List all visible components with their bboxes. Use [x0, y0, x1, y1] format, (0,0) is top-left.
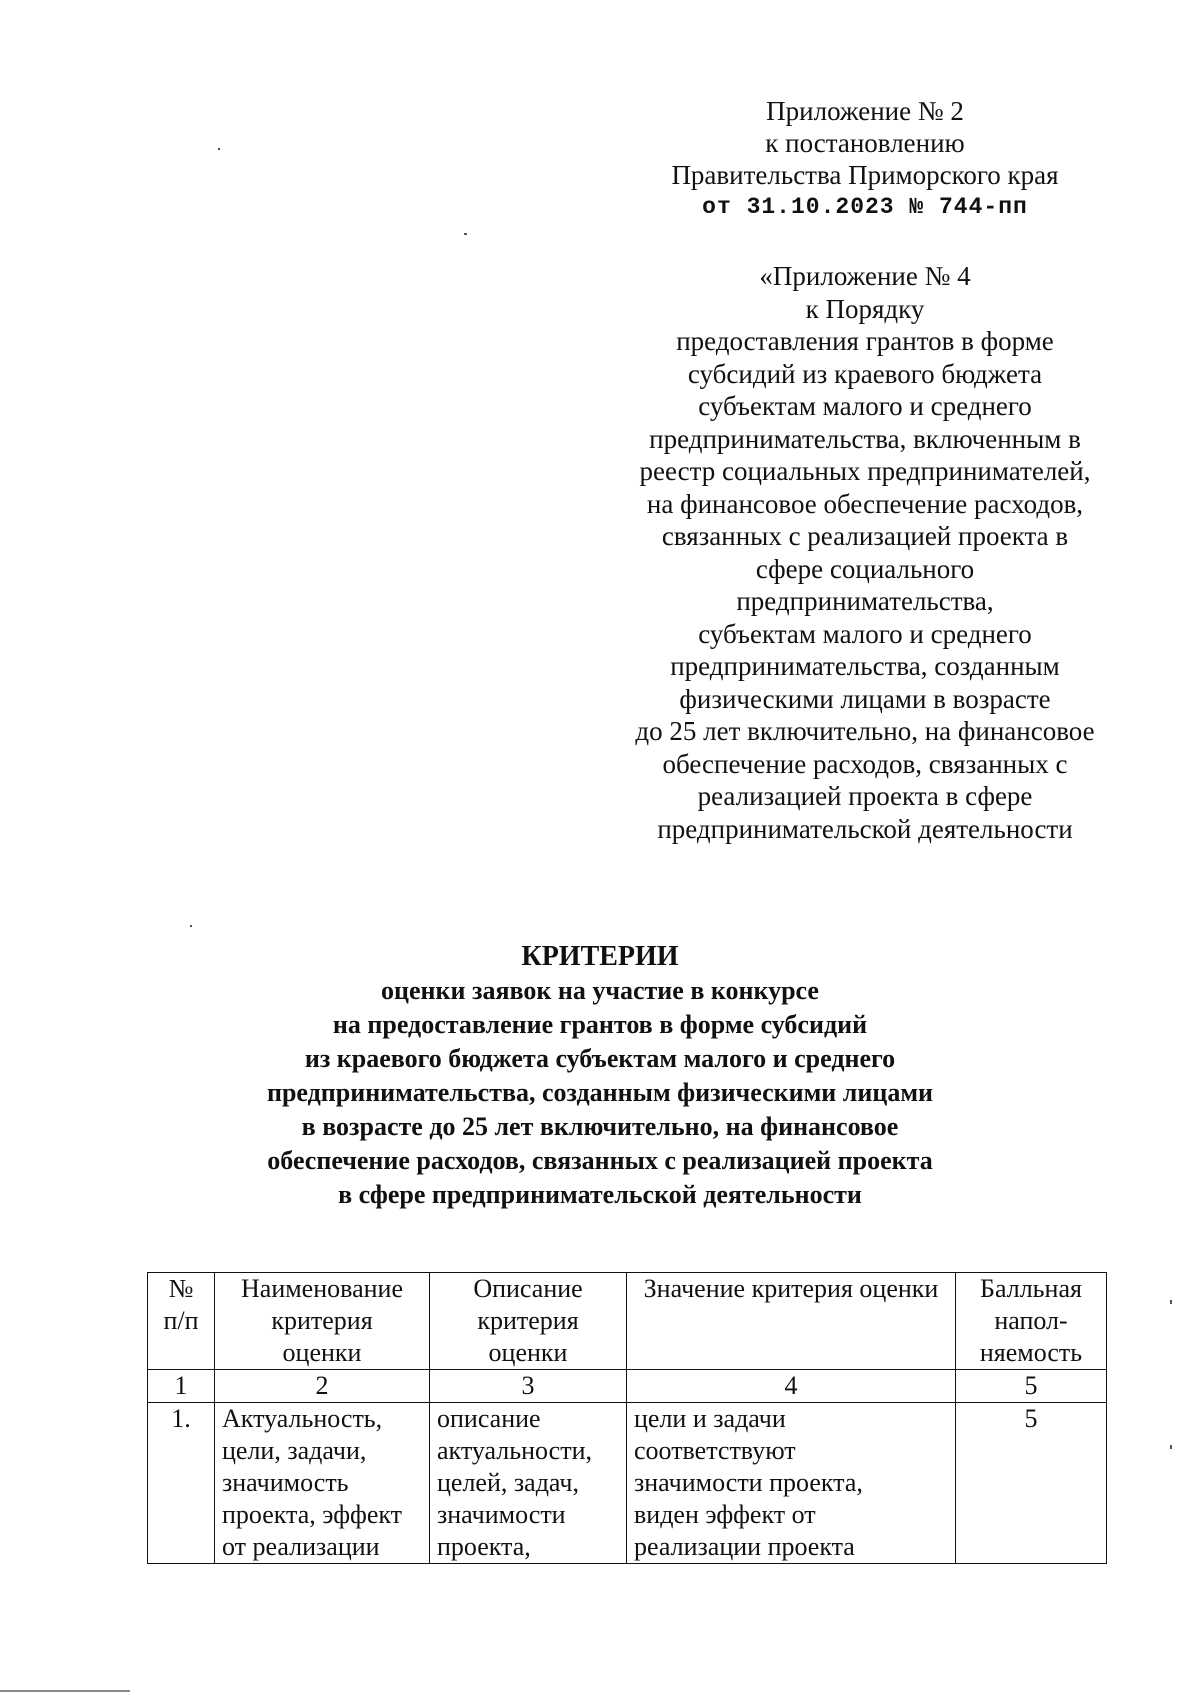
cell-line: значимости: [437, 1500, 566, 1529]
cell-line: виден эффект от: [634, 1500, 816, 1529]
subtitle-line: предпринимательства, созданным физическими лицами: [266, 1078, 934, 1107]
column-number: 4: [627, 1370, 956, 1403]
appendix-4-line: обеспечение расходов, связанных с: [662, 748, 1068, 779]
subtitle-line: на предоставление грантов в форме субсидий: [332, 1010, 868, 1039]
cell-line: реализации проекта: [634, 1532, 855, 1561]
appendix-2-line: к постановлению: [765, 128, 965, 158]
appendix-4-line: предпринимательства,: [736, 586, 994, 616]
document-title-block: [150, 940, 1050, 1212]
subtitle-line: из краевого бюджета субъектам малого и среднего: [304, 1044, 896, 1073]
cell-line: значимости проекта,: [634, 1468, 863, 1497]
column-header: [148, 1273, 215, 1370]
cell-line: цели, задачи,: [222, 1436, 367, 1465]
cell-line: описание: [437, 1404, 541, 1433]
appendix-2-header: [640, 95, 1090, 223]
row-number: 1.: [148, 1403, 215, 1564]
appendix-4-line: к Порядку: [805, 293, 925, 324]
scan-speck: [1170, 1445, 1172, 1449]
cell-line: соответствуют: [634, 1436, 796, 1465]
scan-speck: [1170, 1300, 1172, 1304]
column-header-line: Описание: [473, 1274, 583, 1303]
criterion-name: [215, 1403, 430, 1564]
appendix-4-line: до 25 лет включительно, на финансовое: [635, 716, 1095, 746]
cell-line: проекта,: [437, 1532, 531, 1561]
table-column-numbers-row: [148, 1370, 1107, 1403]
column-header-line: критерия: [477, 1306, 579, 1335]
subtitle-line: в сфере предпринимательской деятельности: [338, 1180, 862, 1209]
scan-speck: [464, 233, 467, 235]
appendix-4-line: реестр социальных предпринимателей,: [639, 456, 1091, 486]
column-header-line: №: [168, 1274, 194, 1303]
appendix-4-line: реализацией проекта в сфере: [697, 781, 1033, 811]
column-header-line: оценки: [488, 1338, 568, 1367]
appendix-4-line: связанных с реализацией проекта в: [661, 521, 1069, 551]
column-header-line: п/п: [163, 1306, 199, 1335]
scan-speck: [218, 148, 220, 150]
subtitle-line: оценки заявок на участие в конкурсе: [381, 976, 819, 1005]
appendix-4-line: «Приложение № 4: [759, 261, 971, 291]
column-header-line: Наименование: [241, 1274, 403, 1303]
cell-line: целей, задач,: [437, 1468, 579, 1497]
scan-edge-mark: [0, 1690, 130, 1692]
cell-line: значимость: [222, 1468, 349, 1497]
cell-line: Актуальность,: [222, 1404, 383, 1433]
table-row: [148, 1403, 1107, 1564]
appendix-4-line: предпринимательства, включенным в: [649, 423, 1081, 454]
table-header-row: [148, 1273, 1107, 1370]
appendix-4-line: на финансовое обеспечение расходов,: [646, 488, 1084, 519]
appendix-4-line: физическими лицами в возрасте: [679, 683, 1051, 714]
cell-line: цели и задачи: [634, 1404, 786, 1433]
table-body: [148, 1403, 1107, 1564]
cell-line: от реализации: [222, 1532, 380, 1561]
appendix-4-line: сфере социального: [755, 553, 975, 584]
column-header-line: Значение критерия оценки: [643, 1274, 939, 1303]
appendix-2-line: Правительства Приморского края: [671, 160, 1059, 190]
column-header: [627, 1273, 956, 1370]
appendix-4-line: предпринимательской деятельности: [657, 813, 1073, 844]
column-header-line: няемость: [979, 1338, 1083, 1367]
column-header-line: оценки: [282, 1338, 362, 1367]
decree-reference: от 31.10.2023 № 744-пп: [702, 194, 1028, 220]
column-header-line: Балльная: [980, 1274, 1082, 1303]
column-header: [215, 1273, 430, 1370]
appendix-4-line: предоставления грантов в форме: [676, 326, 1054, 356]
column-header: [430, 1273, 627, 1370]
appendix-4-line: субъектам малого и среднего: [698, 391, 1032, 421]
cell-line: проекта, эффект: [222, 1500, 403, 1529]
subtitle-line: обеспечение расходов, связанных с реализацией проекта: [267, 1146, 933, 1175]
appendix-4-line: субъектам малого и среднего: [698, 618, 1032, 649]
appendix-2-line: Приложение № 2: [766, 96, 964, 126]
appendix-4-line: субсидий из краевого бюджета: [687, 358, 1043, 389]
scan-speck: [190, 925, 192, 927]
column-header-line: напол-: [994, 1306, 1068, 1335]
appendix-4-header: [600, 260, 1130, 845]
cell-line: актуальности,: [437, 1436, 592, 1465]
column-number: 5: [956, 1370, 1107, 1403]
document-subtitle: [150, 974, 1050, 1212]
column-number: 2: [215, 1370, 430, 1403]
criterion-value: [627, 1403, 956, 1564]
subtitle-line: в возрасте до 25 лет включительно, на финансовое: [301, 1112, 899, 1141]
column-number: 1: [148, 1370, 215, 1403]
criterion-description: [430, 1403, 627, 1564]
document-title: КРИТЕРИИ: [521, 941, 679, 972]
column-header-line: критерия: [271, 1306, 373, 1335]
appendix-4-line: предпринимательства, созданным: [670, 651, 1060, 681]
column-header: [956, 1273, 1107, 1370]
criterion-score: 5: [956, 1403, 1107, 1564]
column-number: 3: [430, 1370, 627, 1403]
criteria-table: [147, 1272, 1107, 1564]
